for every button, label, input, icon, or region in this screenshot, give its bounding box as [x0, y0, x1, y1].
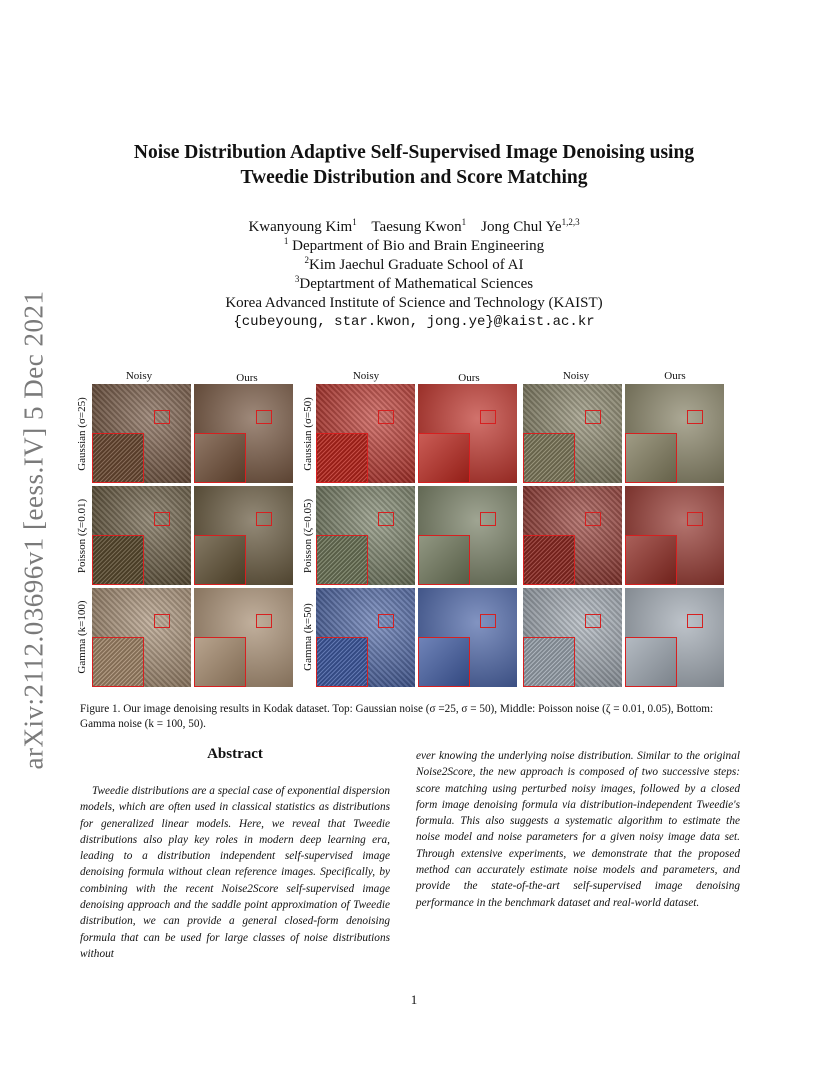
zoom-inset	[523, 433, 575, 483]
column-header: Ours	[664, 370, 686, 382]
noisy-image-panel	[316, 384, 415, 483]
paper-title	[100, 140, 728, 190]
zoom-region-marker	[154, 410, 170, 424]
author-block	[100, 218, 728, 332]
institution: Korea Advanced Institute of Science and Technology (KAIST)	[225, 295, 603, 311]
denoised-image-panel	[194, 384, 293, 483]
arxiv-sidebar-stamp	[14, 290, 54, 770]
zoom-inset	[625, 433, 677, 483]
denoised-image-panel	[418, 384, 517, 483]
page-number: 1	[410, 992, 418, 1007]
noisy-image-panel	[523, 384, 622, 483]
zoom-region-marker	[154, 614, 170, 628]
noisy-image-panel	[92, 588, 191, 687]
zoom-inset	[418, 535, 470, 585]
zoom-region-marker	[480, 512, 496, 526]
denoised-image-panel	[194, 486, 293, 585]
zoom-region-marker	[256, 512, 272, 526]
author-affiliation-mark: 1	[461, 217, 467, 227]
denoised-image-panel	[625, 486, 724, 585]
author-affiliation-mark: 1	[352, 217, 357, 227]
denoised-image-panel	[418, 486, 517, 585]
denoised-image-panel	[418, 588, 517, 687]
abstract-right-column: ever knowing the underlying noise distribution. Similar to the original Noise2Score, the new approach is composed of two successive steps: score matching using perturbed noisy images, followed by a closed form image denoising formula via distribution-independent Tweedie's formula. This also suggests a systematic algorithm to estimate the noise model and noise parameters for a given noisy image data set. Through extensive experiments, we demonstrate that the proposed method can accurately estimate noise models and parameters, and provide the state-of-the-art self-supervised image denoising performance in the benchmark dataset and real-world dataset.	[416, 750, 740, 909]
zoom-region-marker	[687, 410, 703, 424]
noisy-image-panel	[523, 486, 622, 585]
zoom-inset	[625, 535, 677, 585]
zoom-inset	[523, 535, 575, 585]
zoom-region-marker	[480, 410, 496, 424]
noisy-image-panel	[316, 486, 415, 585]
column-header: Noisy	[352, 370, 380, 382]
author-list	[100, 218, 728, 237]
zoom-region-marker	[378, 512, 394, 526]
affiliation-line: $^1$ Department of Bio and Brain Engineering	[283, 236, 545, 254]
title-line-2: Tweedie Distribution and Score Matching	[240, 167, 588, 188]
zoom-region-marker	[687, 512, 703, 526]
zoom-region-marker	[480, 614, 496, 628]
row-label: Gaussian (σ=50)	[302, 397, 314, 471]
denoised-image-panel	[194, 588, 293, 687]
column-header: Ours	[236, 372, 258, 384]
zoom-region-marker	[585, 512, 601, 526]
zoom-inset	[523, 637, 575, 687]
zoom-inset	[194, 637, 246, 687]
zoom-region-marker	[256, 410, 272, 424]
zoom-inset	[316, 535, 368, 585]
author-name: Jong Chul Ye	[481, 219, 562, 235]
row-label: Poisson (ζ=0.05)	[302, 498, 314, 574]
row-label: Gaussian (σ=25)	[76, 397, 88, 471]
figure-caption: Figure 1. Our image denoising results in Kodak dataset. Top: Gaussian noise (σ =25, σ = 50), Middle: Poisson noise (ζ = 0.01, 0.05), Bottom: Gamma noise (k = 100, 50).	[80, 703, 714, 730]
zoom-region-marker	[378, 410, 394, 424]
noisy-image-panel	[92, 384, 191, 483]
zoom-inset	[316, 637, 368, 687]
affiliation-line: $^3$Deptartment of Mathematical Sciences	[294, 274, 534, 292]
row-label: Gamma (k=50)	[302, 603, 314, 671]
zoom-inset	[92, 433, 144, 483]
row-label: Poisson (ζ=0.01)	[76, 498, 88, 574]
author-emails: {cubeyoung, star.kwon, jong.ye}@kaist.ac.kr	[233, 314, 595, 330]
column-header: Noisy	[125, 370, 153, 382]
zoom-region-marker	[378, 614, 394, 628]
zoom-inset	[92, 637, 144, 687]
row-label: Gamma (k=100)	[76, 600, 88, 674]
denoised-image-panel	[625, 588, 724, 687]
arxiv-id: arXiv:2112.03696v1 [eess.IV] 5 Dec 2021	[18, 290, 49, 770]
zoom-inset	[625, 637, 677, 687]
zoom-inset	[194, 535, 246, 585]
column-header: Noisy	[562, 370, 590, 382]
zoom-region-marker	[687, 614, 703, 628]
author-name: Taesung Kwon	[371, 219, 462, 235]
column-header: Ours	[458, 372, 480, 384]
title-line-1: Noise Distribution Adaptive Self-Supervised Image Denoising using	[133, 142, 695, 163]
denoised-image-panel	[625, 384, 724, 483]
noisy-image-panel	[316, 588, 415, 687]
zoom-inset	[194, 433, 246, 483]
zoom-inset	[418, 433, 470, 483]
zoom-region-marker	[256, 614, 272, 628]
zoom-region-marker	[585, 614, 601, 628]
zoom-inset	[316, 433, 368, 483]
author-affiliation-mark: 1,2,3	[561, 217, 580, 227]
zoom-region-marker	[154, 512, 170, 526]
noisy-image-panel	[523, 588, 622, 687]
abstract-left-column: Tweedie distributions are a special case of exponential dispersion models, which are often used in classical statistics as distributions for generalized linear models. Here, we reveal that Tweedie distributions also play key roles in modern deep learning era, leading to a distribution independent self-supervised image denoising formula without clean reference images. Specifically, by combining with the recent Noise2Score self-supervised image denoising approach and the saddle point approximation of Tweedie distribution, we can provide a general closed-form denoising formula that can be used for large classes of noise distributions without	[80, 785, 390, 960]
zoom-inset	[418, 637, 470, 687]
author-name: Kwanyoung Kim	[248, 219, 353, 235]
zoom-region-marker	[585, 410, 601, 424]
zoom-inset	[92, 535, 144, 585]
affiliation-line: $^2$Kim Jaechul Graduate School of AI	[304, 255, 524, 273]
abstract-heading: Abstract	[207, 746, 263, 762]
noisy-image-panel	[92, 486, 191, 585]
